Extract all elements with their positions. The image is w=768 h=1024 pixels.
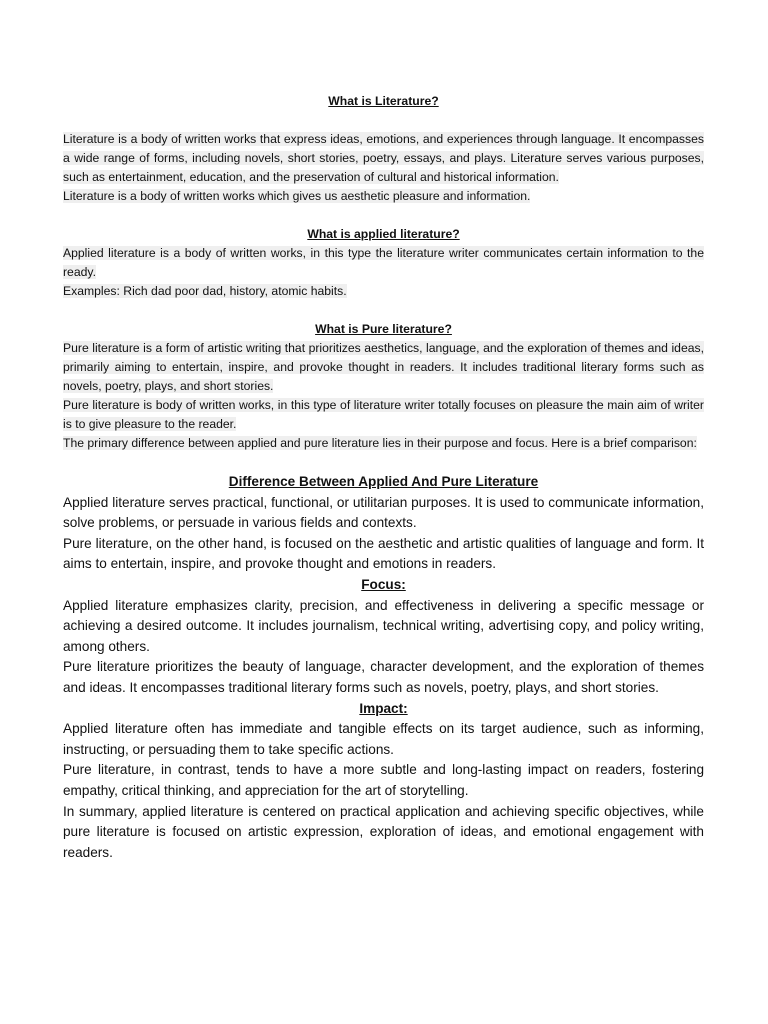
paragraph-applied-definition: Applied literature is a body of written works, in this type the literature writer communicates certain information to the ready.	[63, 246, 704, 279]
paragraph-focus-pure: Pure literature prioritizes the beauty of language, character development, and the exploration of themes and ideas. It encompasses traditional literary forms such as novels, poetry, plays, and short stories.	[63, 659, 704, 695]
paragraph-impact-pure: Pure literature, in contrast, tends to have a more subtle and long-lasting impact on readers, fostering empathy, critical thinking, and appreciation for the art of storytelling.	[63, 762, 704, 798]
heading-applied-literature: What is applied literature?	[307, 227, 460, 241]
heading-focus: Focus:	[361, 576, 406, 592]
paragraph-applied-examples: Examples: Rich dad poor dad, history, atomic habits.	[63, 284, 347, 298]
paragraph-focus-applied: Applied literature emphasizes clarity, precision, and effectiveness in delivering a specific message or achieving a desired outcome. It includes journalism, technical writing, advertising copy, and policy writing, among others.	[63, 597, 704, 654]
paragraph-difference-applied: Applied literature serves practical, functional, or utilitarian purposes. It is used to communicate information, solve problems, or persuade in various fields and contexts.	[63, 494, 704, 531]
paragraph-summary: In summary, applied literature is centered on practical application and achieving specific objectives, while pure literature is focused on artistic expression, exploration of ideas, and emotional engagement with readers.	[63, 803, 704, 860]
spacer	[63, 301, 704, 320]
highlighted-notes	[63, 92, 704, 453]
heading-impact: Impact:	[359, 700, 408, 716]
paragraph-pure-definition: Pure literature is a form of artistic writing that prioritizes aesthetics, language, and the exploration of themes and ideas, primarily aiming to entertain, inspire, and provoke thought in readers. It includes traditional literary forms such as novels, poetry, plays, and short stories.	[63, 341, 704, 393]
spacer	[63, 111, 704, 130]
paragraph-difference-pure: Pure literature, on the other hand, is focused on the aesthetic and artistic qualities of language and form. It aims to entertain, inspire, and provoke thought and emotions in readers.	[63, 535, 704, 572]
paragraph-pure-short: Pure literature is body of written works, in this type of literature writer totally focuses on pleasure the main aim of writer is to give pleasure to the reader.	[63, 398, 704, 431]
comparison-notes	[63, 472, 704, 863]
spacer	[63, 206, 704, 225]
paragraph-literature-definition: Literature is a body of written works that express ideas, emotions, and experiences through language. It encompasses a wide range of forms, including novels, short stories, poetry, essays, and plays. Literature serves various purposes, such as entertainment, education, and the preservation of cultural and historical information.	[63, 132, 704, 184]
heading-difference: Difference Between Applied And Pure Literature	[228, 474, 539, 489]
paragraph-primary-difference: The primary difference between applied and pure literature lies in their purpose and focus. Here is a brief comparison:	[63, 436, 697, 450]
heading-what-is-literature: What is Literature?	[328, 94, 439, 108]
paragraph-impact-applied: Applied literature often has immediate and tangible effects on its target audience, such as informing, instructing, or persuading them to take specific actions.	[63, 721, 704, 757]
document-body	[63, 92, 704, 863]
paragraph-literature-short: Literature is a body of written works which gives us aesthetic pleasure and information.	[63, 189, 531, 203]
heading-pure-literature: What is Pure literature?	[315, 322, 452, 336]
